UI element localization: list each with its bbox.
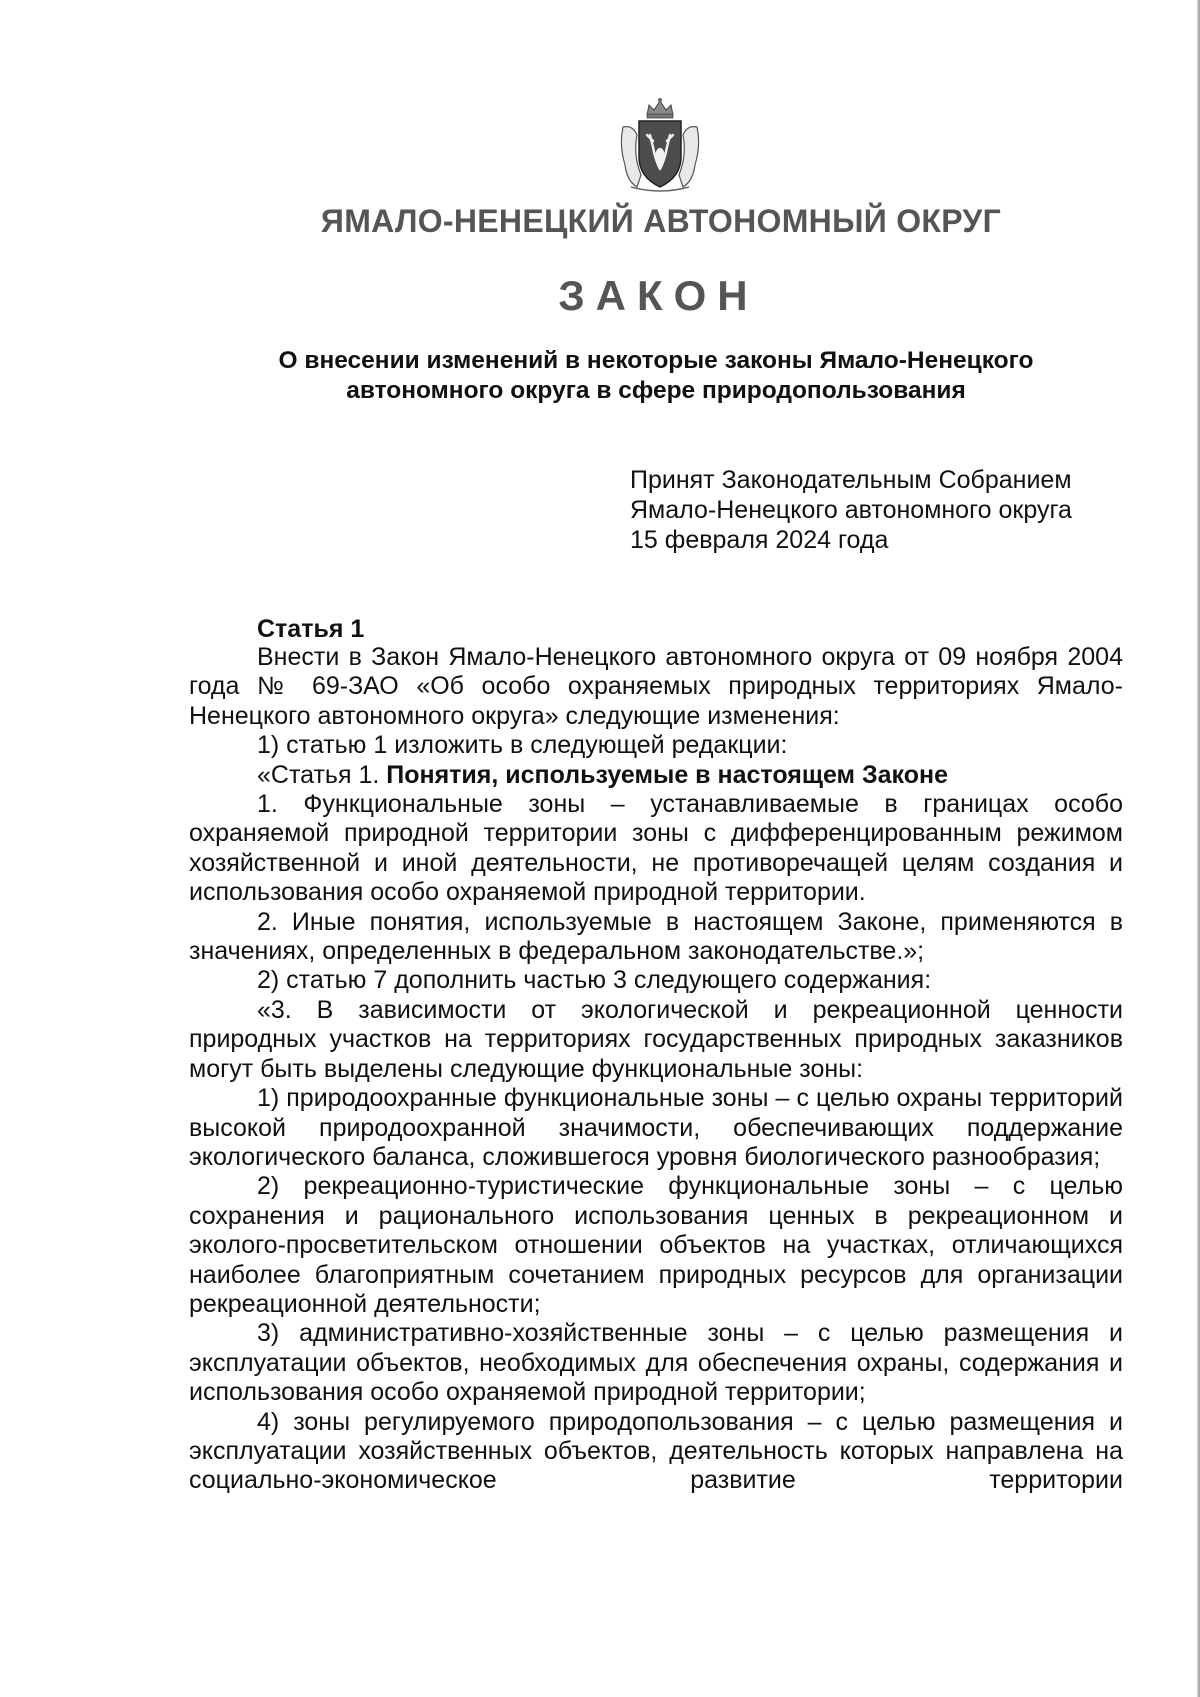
inserted-article-heading	[189, 761, 1123, 790]
adoption-line: Ямало-Ненецкого автономного округа	[630, 496, 1072, 524]
inserted-article-title: Понятия, используемые в настоящем Законе	[386, 760, 948, 789]
paragraph: Внести в Закон Ямало-Ненецкого автономного округа от 09 ноября 2004 года № 69-ЗАО «Об особо охраняемых природных территориях Ямало-Ненецкого автономного округа» следующие изменения:	[189, 643, 1123, 730]
list-item: 2) рекреационно-туристические функциональные зоны – с целью сохранения и рационального использования ценных в рекреационном и эколого-просветительском отношении объектов на участках, отличающихся наиболее благоприятным сочетанием природных ресурсов для организации рекреационной деятельности;	[189, 1172, 1123, 1318]
list-item: 3) административно-хозяйственные зоны – с целью размещения и эксплуатации объектов, необходимых для обеспечения охраны, содержания и использования особо охраняемой природной территории;	[189, 1319, 1123, 1407]
paragraph: «3. В зависимости от экологической и рекреационной ценности природных участков на территориях государственных природных заказников могут быть выделены следующие функциональные зоны:	[189, 995, 1123, 1083]
adoption-date: 15 февраля 2024 года	[630, 526, 889, 554]
article-body	[189, 643, 1123, 1496]
list-item: 1) природоохранные функциональные зоны – с целью охраны территорий высокой природоохранной значимости, обеспечивающих поддержание экологического баланса, сложившегося уровня биологического разнообразия;	[189, 1084, 1123, 1171]
coat-of-arms-icon	[617, 95, 703, 193]
article-heading: Статья 1	[257, 615, 365, 643]
adoption-line: Принят Законодательным Собранием	[630, 466, 1072, 494]
region-name: ЯМАЛО-НЕНЕЦКИЙ АВТОНОМНЫЙ ОКРУГ	[320, 203, 1002, 239]
paragraph: 2. Иные понятия, используемые в настоящем Законе, применяются в значениях, определенных в федеральном законодательстве.»;	[189, 907, 1123, 966]
adoption-note	[630, 465, 1150, 555]
law-subtitle-line: О внесении изменений в некоторые законы Ямало-Ненецкого	[278, 347, 1034, 374]
paragraph: 1) статью 1 изложить в следующей редакции:	[257, 731, 788, 760]
list-item: 4) зоны регулируемого природопользования – с целью размещения и эксплуатации хозяйственных объектов, деятельность которых направлена на социально-экономическое развитие территории	[189, 1407, 1123, 1495]
paragraph: 1. Функциональные зоны – устанавливаемые в границах особо охраняемой природной территории зоны с дифференцированным режимом хозяйственной и иной деятельности, не противоречащей целям создания и использования особо охраняемой природной территории.	[189, 790, 1123, 907]
inserted-article-number: «Статья 1.	[257, 760, 387, 789]
paragraph: 2) статью 7 дополнить частью 3 следующего содержания:	[257, 966, 932, 995]
law-subtitle-line: автономного округа в сфере природопользования	[346, 377, 966, 404]
law-subtitle	[150, 346, 1162, 406]
document-type-title: ЗАКОН	[558, 272, 759, 319]
